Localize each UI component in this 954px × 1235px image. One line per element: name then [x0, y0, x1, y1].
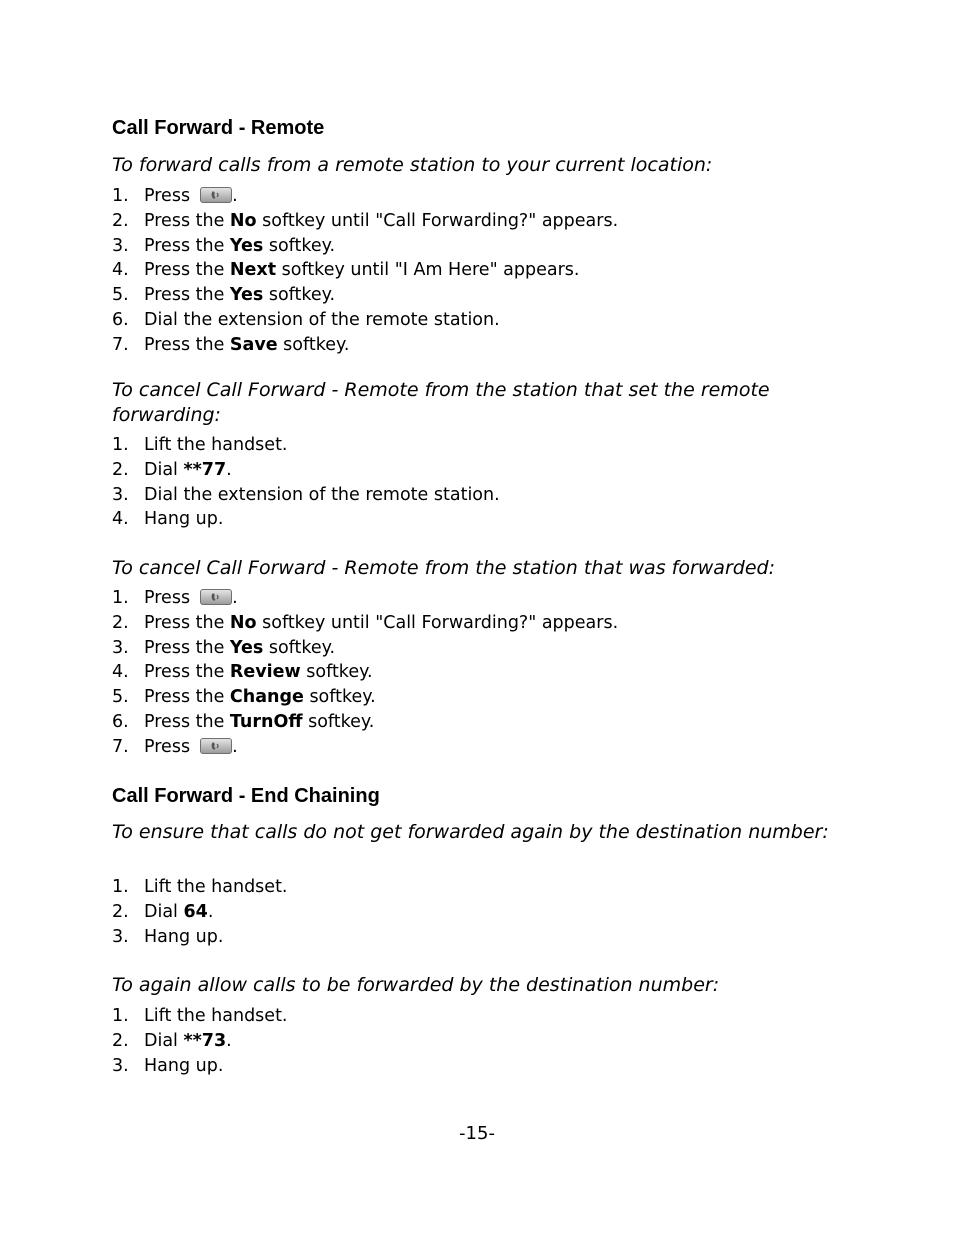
- step-number: 5.: [112, 687, 129, 708]
- intro-end-chaining: To ensure that calls do not get forwarded again by the destination number:: [112, 821, 829, 843]
- list-item: [112, 209, 618, 234]
- list-item: [112, 1029, 288, 1054]
- step-number: 3.: [112, 1055, 129, 1076]
- step-emphasis: Save: [229, 334, 278, 355]
- step-text: Press the: [144, 260, 230, 281]
- intro-allow-forwarding: To again allow calls to be forwarded by the destination number:: [112, 974, 720, 996]
- step-text: Dial the extension of the remote station.: [144, 309, 500, 330]
- step-text: Lift the handset.: [144, 435, 288, 455]
- list-item: [112, 507, 500, 532]
- list-item: [112, 234, 618, 259]
- step-emphasis: Review: [229, 662, 301, 683]
- step-text-end: softkey until "I Am Here" appears.: [276, 260, 580, 281]
- list-item: [112, 458, 500, 483]
- step-text-end: softkey.: [263, 637, 336, 658]
- step-number: 5.: [112, 285, 129, 306]
- step-text-end: .: [232, 588, 238, 608]
- section-heading-end-chaining: Call Forward - End Chaining: [112, 785, 380, 807]
- step-number: 4.: [112, 662, 129, 683]
- step-text-end: .: [232, 186, 238, 206]
- intro-cancel-set-station: To cancel Call Forward - Remote from the station that set the remote forwarding:: [112, 379, 770, 426]
- step-text: Press the: [144, 285, 230, 306]
- list-item: [112, 710, 618, 735]
- steps-end-chaining: [112, 875, 288, 949]
- list-item: [112, 636, 618, 661]
- list-item: [112, 925, 288, 950]
- step-number: 1.: [112, 186, 129, 206]
- step-number: 2.: [112, 459, 129, 480]
- step-text: Lift the handset.: [144, 1006, 288, 1026]
- step-number: 7.: [112, 334, 129, 355]
- list-item: [112, 1004, 288, 1029]
- step-number: 2.: [112, 1030, 129, 1051]
- step-text: Press the: [144, 612, 230, 633]
- step-text: Lift the handset.: [144, 877, 288, 897]
- step-number: 2.: [112, 901, 129, 922]
- step-text: Press: [144, 736, 191, 757]
- step-emphasis: Change: [229, 687, 304, 708]
- list-item: [112, 433, 500, 458]
- step-emphasis: **77: [183, 459, 227, 480]
- step-text: Press the: [144, 711, 230, 732]
- list-item: [112, 483, 500, 508]
- step-number: 4.: [112, 509, 129, 530]
- step-text: Press the: [144, 687, 230, 708]
- steps-allow-forwarding: [112, 1004, 288, 1078]
- step-emphasis: Next: [229, 260, 277, 281]
- step-emphasis: Yes: [229, 285, 264, 306]
- step-emphasis: TurnOff: [229, 711, 303, 732]
- step-emphasis: No: [229, 210, 257, 231]
- step-text: Press the: [144, 662, 230, 683]
- list-item: [112, 308, 618, 333]
- speaker-key-icon: [200, 738, 232, 754]
- step-text: Press: [144, 588, 191, 608]
- list-item: [112, 685, 618, 710]
- step-number: 4.: [112, 260, 129, 281]
- step-emphasis: Yes: [229, 235, 264, 256]
- step-text-end: softkey.: [302, 711, 375, 732]
- step-number: 3.: [112, 484, 129, 505]
- speaker-key-icon: [200, 187, 232, 203]
- step-text-end: .: [226, 1030, 232, 1051]
- step-number: 7.: [112, 736, 129, 757]
- list-item: [112, 735, 618, 760]
- step-text: Press the: [144, 235, 230, 256]
- steps-forward-remote: [112, 184, 618, 358]
- step-number: 1.: [112, 1006, 129, 1026]
- step-number: 2.: [112, 210, 129, 231]
- step-number: 3.: [112, 926, 129, 947]
- section-heading-remote: Call Forward - Remote: [112, 117, 325, 139]
- step-text: Press the: [144, 637, 230, 658]
- step-text-end: softkey until "Call Forwarding?" appears.: [256, 210, 619, 231]
- step-text-end: softkey.: [263, 285, 336, 306]
- step-emphasis: 64: [183, 901, 208, 922]
- list-item: [112, 611, 618, 636]
- list-item: [112, 586, 618, 611]
- step-text-end: softkey.: [300, 662, 373, 683]
- page-number: -15-: [459, 1123, 495, 1144]
- step-text: Dial the extension of the remote station.: [144, 484, 500, 505]
- step-number: 1.: [112, 435, 129, 455]
- intro-cancel-forwarded-station: To cancel Call Forward - Remote from the station that was forwarded:: [112, 557, 775, 579]
- step-number: 2.: [112, 612, 129, 633]
- list-item: [112, 875, 288, 900]
- step-text-end: .: [207, 901, 214, 922]
- step-number: 3.: [112, 235, 129, 256]
- step-number: 1.: [112, 877, 129, 897]
- list-item: [112, 900, 288, 925]
- step-text: Hang up.: [144, 1055, 224, 1076]
- intro-forward-remote: To forward calls from a remote station to your current location:: [112, 154, 713, 176]
- list-item: [112, 333, 618, 358]
- list-item: [112, 184, 618, 209]
- step-text: Press the: [144, 334, 230, 355]
- step-emphasis: Yes: [229, 637, 264, 658]
- step-text: Hang up.: [144, 509, 224, 530]
- step-text-end: softkey.: [263, 235, 336, 256]
- step-number: 3.: [112, 637, 129, 658]
- step-text-end: .: [232, 736, 238, 757]
- step-text-end: softkey until "Call Forwarding?" appears.: [256, 612, 619, 633]
- step-number: 1.: [112, 588, 129, 608]
- list-item: [112, 258, 618, 283]
- step-number: 6.: [112, 309, 129, 330]
- step-text-end: .: [226, 459, 232, 480]
- step-text: Hang up.: [144, 926, 224, 947]
- step-number: 6.: [112, 711, 129, 732]
- list-item: [112, 1054, 288, 1079]
- step-text: Dial: [144, 459, 184, 480]
- steps-cancel-forwarded-station: [112, 586, 618, 760]
- steps-cancel-set-station: [112, 433, 500, 532]
- list-item: [112, 660, 618, 685]
- speaker-key-icon: [200, 589, 232, 605]
- step-text: Press the: [144, 210, 230, 231]
- list-item: [112, 283, 618, 308]
- step-text: Dial: [144, 1030, 184, 1051]
- step-text-end: softkey.: [277, 334, 350, 355]
- step-emphasis: No: [229, 612, 257, 633]
- step-text-end: softkey.: [303, 687, 376, 708]
- step-emphasis: **73: [183, 1030, 227, 1051]
- step-text: Dial: [144, 901, 184, 922]
- step-text: Press: [144, 186, 191, 206]
